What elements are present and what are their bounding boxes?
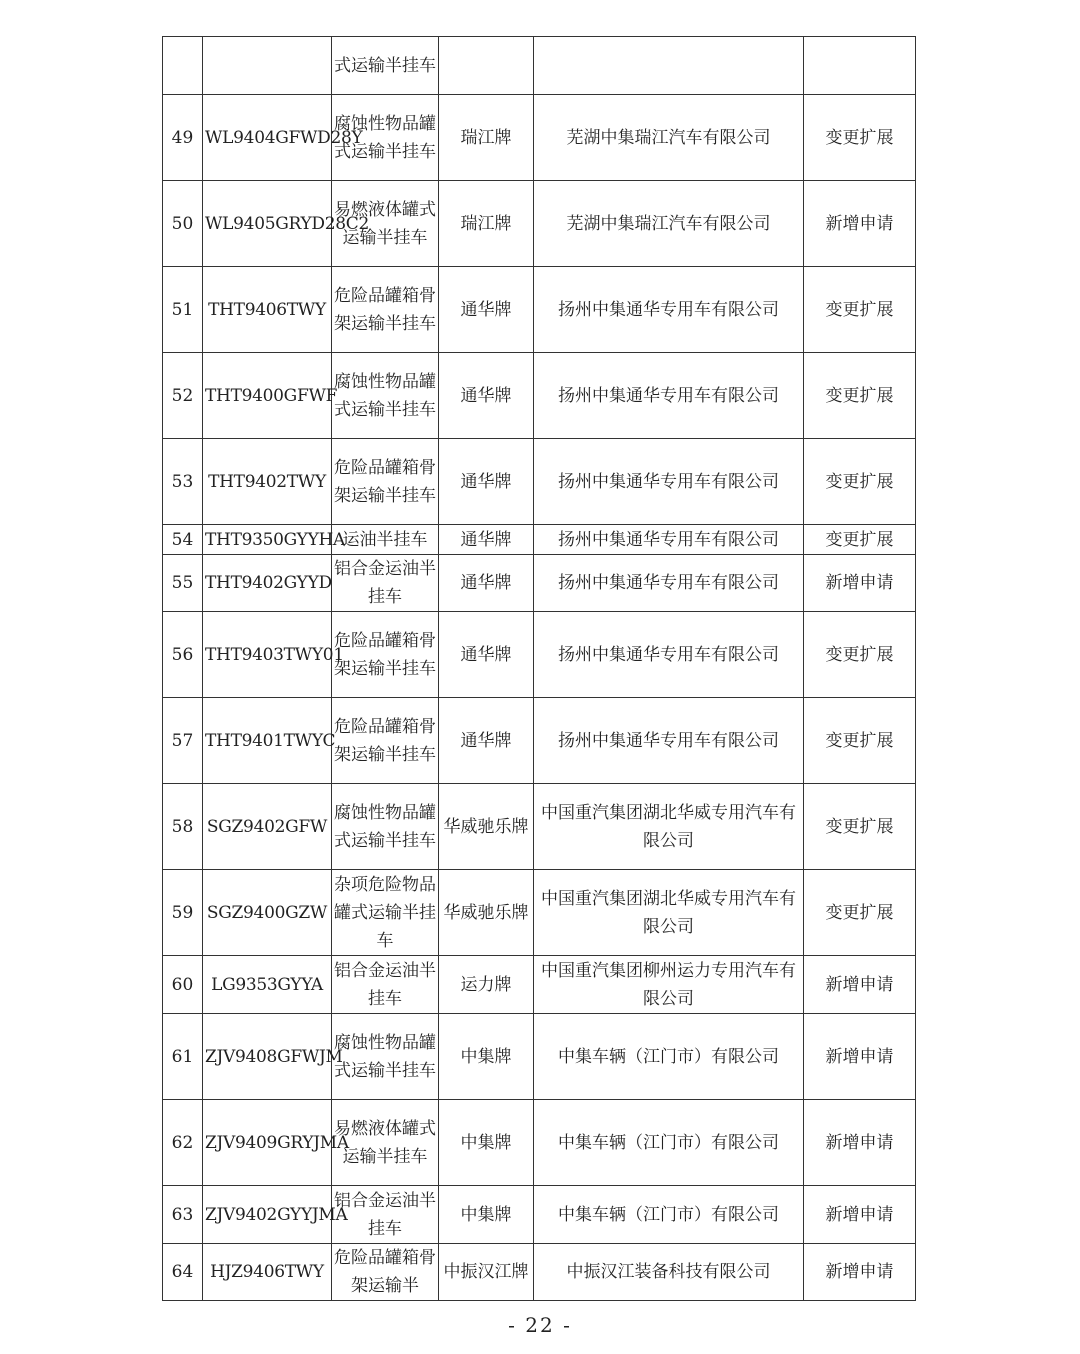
cell-brand: 中集牌 <box>439 1186 534 1244</box>
cell-company: 中国重汽集团湖北华威专用汽车有限公司 <box>534 784 804 870</box>
table-row <box>163 439 916 525</box>
cell-model: WL9404GFWD28Y <box>203 95 332 181</box>
table-row <box>163 870 916 956</box>
table-row <box>163 555 916 612</box>
cell-brand: 通华牌 <box>439 525 534 555</box>
cell-brand: 通华牌 <box>439 698 534 784</box>
cell-vehicle-name: 式运输半挂车 <box>332 37 439 95</box>
cell-model: THT9402TWY <box>203 439 332 525</box>
cell-number: 50 <box>163 181 203 267</box>
cell-company: 扬州中集通华专用车有限公司 <box>534 698 804 784</box>
cell-status: 新增申请 <box>804 1014 916 1100</box>
cell-model: THT9402GYYD <box>203 555 332 612</box>
cell-number: 64 <box>163 1244 203 1301</box>
cell-model: LG9353GYYA <box>203 956 332 1014</box>
table-row <box>163 525 916 555</box>
cell-vehicle-name: 易燃液体罐式运输半挂车 <box>332 1100 439 1186</box>
table-row <box>163 1100 916 1186</box>
cell-company: 中集车辆（江门市）有限公司 <box>534 1014 804 1100</box>
cell-vehicle-name: 杂项危险物品罐式运输半挂车 <box>332 870 439 956</box>
cell-vehicle-name: 腐蚀性物品罐式运输半挂车 <box>332 95 439 181</box>
cell-status: 变更扩展 <box>804 784 916 870</box>
cell-company: 中集车辆（江门市）有限公司 <box>534 1186 804 1244</box>
cell-brand: 华威驰乐牌 <box>439 784 534 870</box>
cell-number: 57 <box>163 698 203 784</box>
cell-status: 新增申请 <box>804 1186 916 1244</box>
cell-model <box>203 37 332 95</box>
cell-company: 中国重汽集团柳州运力专用汽车有限公司 <box>534 956 804 1014</box>
cell-status: 变更扩展 <box>804 439 916 525</box>
cell-model: HJZ9406TWY <box>203 1244 332 1301</box>
cell-vehicle-name: 危险品罐箱骨架运输半挂车 <box>332 267 439 353</box>
cell-vehicle-name: 腐蚀性物品罐式运输半挂车 <box>332 353 439 439</box>
cell-company: 扬州中集通华专用车有限公司 <box>534 353 804 439</box>
cell-vehicle-name: 危险品罐箱骨架运输半挂车 <box>332 439 439 525</box>
cell-number: 62 <box>163 1100 203 1186</box>
cell-company: 扬州中集通华专用车有限公司 <box>534 555 804 612</box>
cell-status: 新增申请 <box>804 181 916 267</box>
cell-vehicle-name: 铝合金运油半挂车 <box>332 1186 439 1244</box>
cell-model: THT9406TWY <box>203 267 332 353</box>
cell-company: 扬州中集通华专用车有限公司 <box>534 525 804 555</box>
cell-status: 变更扩展 <box>804 525 916 555</box>
cell-model: THT9403TWY01 <box>203 612 332 698</box>
cell-number: 53 <box>163 439 203 525</box>
cell-model: ZJV9408GFWJM <box>203 1014 332 1100</box>
cell-number: 52 <box>163 353 203 439</box>
cell-brand: 通华牌 <box>439 612 534 698</box>
cell-company: 扬州中集通华专用车有限公司 <box>534 612 804 698</box>
cell-model: SGZ9400GZW <box>203 870 332 956</box>
cell-status: 变更扩展 <box>804 612 916 698</box>
cell-number: 51 <box>163 267 203 353</box>
table-row <box>163 1186 916 1244</box>
cell-vehicle-name: 危险品罐箱骨架运输半挂车 <box>332 612 439 698</box>
cell-company: 中国重汽集团湖北华威专用汽车有限公司 <box>534 870 804 956</box>
cell-brand: 通华牌 <box>439 439 534 525</box>
table-row <box>163 181 916 267</box>
cell-company: 芜湖中集瑞江汽车有限公司 <box>534 95 804 181</box>
cell-company <box>534 37 804 95</box>
table-row <box>163 267 916 353</box>
cell-company: 中集车辆（江门市）有限公司 <box>534 1100 804 1186</box>
cell-vehicle-name: 危险品罐箱骨架运输半挂车 <box>332 698 439 784</box>
cell-brand: 中集牌 <box>439 1100 534 1186</box>
cell-brand: 通华牌 <box>439 555 534 612</box>
cell-number: 60 <box>163 956 203 1014</box>
cell-brand: 中集牌 <box>439 1014 534 1100</box>
cell-model: WL9405GRYD28C2 <box>203 181 332 267</box>
table-row <box>163 1014 916 1100</box>
cell-number: 49 <box>163 95 203 181</box>
cell-status: 变更扩展 <box>804 870 916 956</box>
cell-status: 新增申请 <box>804 956 916 1014</box>
cell-vehicle-name: 铝合金运油半挂车 <box>332 555 439 612</box>
table-row <box>163 698 916 784</box>
cell-number <box>163 37 203 95</box>
cell-number: 63 <box>163 1186 203 1244</box>
cell-status: 新增申请 <box>804 1100 916 1186</box>
table-body <box>163 37 916 1301</box>
cell-model: THT9400GFWF <box>203 353 332 439</box>
cell-brand: 瑞江牌 <box>439 181 534 267</box>
cell-status: 变更扩展 <box>804 698 916 784</box>
cell-brand: 中振汉江牌 <box>439 1244 534 1301</box>
page-number: - 22 - <box>508 1313 572 1337</box>
cell-status: 变更扩展 <box>804 95 916 181</box>
cell-brand: 通华牌 <box>439 267 534 353</box>
cell-brand <box>439 37 534 95</box>
cell-number: 56 <box>163 612 203 698</box>
cell-model: THT9350GYYHA <box>203 525 332 555</box>
table-row <box>163 956 916 1014</box>
cell-number: 54 <box>163 525 203 555</box>
table-row <box>163 95 916 181</box>
table-row <box>163 612 916 698</box>
cell-model: ZJV9402GYYJMA <box>203 1186 332 1244</box>
vehicle-catalog-table <box>162 36 916 1301</box>
cell-status: 变更扩展 <box>804 353 916 439</box>
table-row <box>163 784 916 870</box>
cell-number: 61 <box>163 1014 203 1100</box>
cell-brand: 华威驰乐牌 <box>439 870 534 956</box>
cell-model: THT9401TWYC <box>203 698 332 784</box>
cell-brand: 运力牌 <box>439 956 534 1014</box>
cell-brand: 通华牌 <box>439 353 534 439</box>
cell-brand: 瑞江牌 <box>439 95 534 181</box>
cell-company: 扬州中集通华专用车有限公司 <box>534 439 804 525</box>
cell-status: 新增申请 <box>804 555 916 612</box>
cell-status: 变更扩展 <box>804 267 916 353</box>
table-row <box>163 353 916 439</box>
cell-vehicle-name: 腐蚀性物品罐式运输半挂车 <box>332 784 439 870</box>
cell-company: 扬州中集通华专用车有限公司 <box>534 267 804 353</box>
cell-status <box>804 37 916 95</box>
cell-status: 新增申请 <box>804 1244 916 1301</box>
cell-model: SGZ9402GFW <box>203 784 332 870</box>
cell-number: 59 <box>163 870 203 956</box>
table-row <box>163 37 916 95</box>
cell-number: 55 <box>163 555 203 612</box>
cell-company: 中振汉江装备科技有限公司 <box>534 1244 804 1301</box>
cell-company: 芜湖中集瑞江汽车有限公司 <box>534 181 804 267</box>
cell-vehicle-name: 运油半挂车 <box>332 525 439 555</box>
cell-vehicle-name: 腐蚀性物品罐式运输半挂车 <box>332 1014 439 1100</box>
cell-number: 58 <box>163 784 203 870</box>
cell-vehicle-name: 铝合金运油半挂车 <box>332 956 439 1014</box>
cell-vehicle-name: 危险品罐箱骨架运输半 <box>332 1244 439 1301</box>
cell-vehicle-name: 易燃液体罐式运输半挂车 <box>332 181 439 267</box>
cell-model: ZJV9409GRYJMA <box>203 1100 332 1186</box>
table-row <box>163 1244 916 1301</box>
